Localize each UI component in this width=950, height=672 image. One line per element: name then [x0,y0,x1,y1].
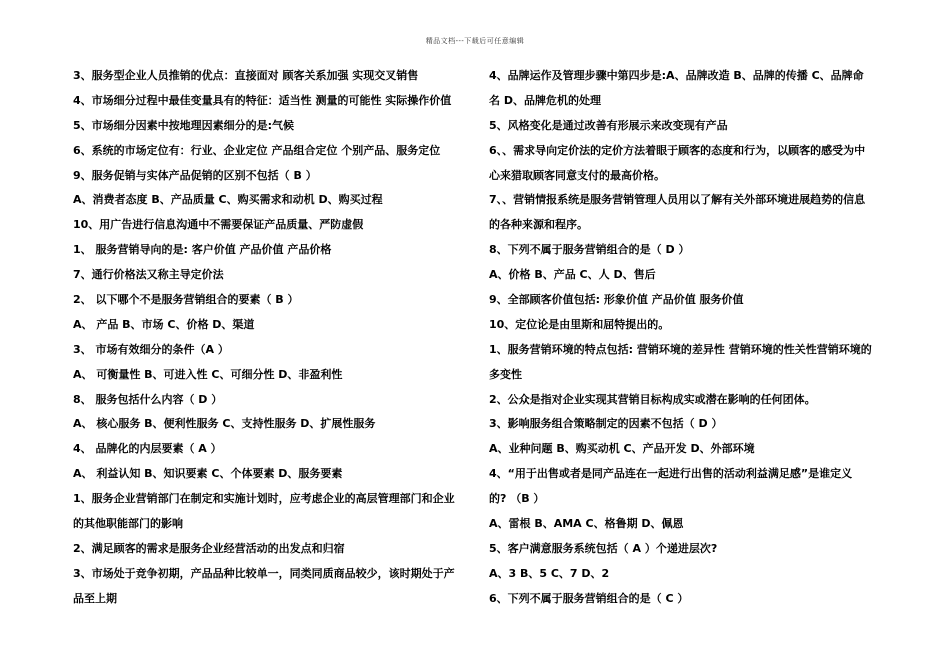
text-line: 的其他职能部门的影响 [73,517,183,531]
text-line: 心来猎取顾客同意支付的最高价格。 [489,168,665,182]
text-line: 7、通行价格法又称主导定价法 [73,268,224,282]
text-line: 多变性 [489,367,522,381]
text-line: 品至上期 [73,591,117,605]
text-line: A、价格 B、产品 C、人 D、售后 [489,268,656,282]
text-line: 6、、需求导向定价法的定价方法着眼于顾客的态度和行为，以顾客的感受为中 [489,143,866,157]
text-line: 6、下列不属于服务营销组合的是（ C ） [489,591,689,605]
text-line: 8、下列不属于服务营销组合的是（ D ） [489,243,690,257]
text-line: 5、客户满意服务系统包括（ A ）个递进层次? [489,541,718,555]
text-line: A、雷根 B、AMA C、格鲁期 D、佩恩 [489,517,684,531]
text-line: 3、服务型企业人员推销的优点：直接面对 顾客关系加强 实现交叉销售 [73,69,419,82]
text-line: 1、 服务营销导向的是: 客户价值 产品价值 产品价格 [73,243,332,257]
right-column [489,64,889,612]
text-line: 10、用广告进行信息沟通中不需要保证产品质量、严防虚假 [73,218,364,232]
text-line: 5、市场细分因素中按地理因素细分的是:气候 [73,118,295,132]
text-line: A、业种问题 B、购买动机 C、产品开发 D、外部环境 [489,442,755,456]
text-line: 5、风格变化是通过改善有形展示来改变现有产品 [489,118,728,132]
text-line: 3、 市场有效细分的条件（A ） [73,342,229,356]
text-line: 2、满足顾客的需求是服务企业经营活动的出发点和归宿 [73,541,345,555]
text-line: 4、 品牌化的内层要素（ A ） [73,442,222,456]
text-line: A、 核心服务 B、便利性服务 C、支持性服务 D、扩展性服务 [73,417,376,431]
text-line: 7、、营销情报系统是服务营销管理人员用以了解有关外部环境进展趋势的信息 [489,193,866,207]
text-line: 3、影响服务组合策略制定的因素不包括（ D ） [489,417,723,431]
text-line: 名 D、品牌危机的处理 [489,93,601,107]
text-line: A、3 B、5 C、7 D、2 [489,566,610,580]
text-line: 2、公众是指对企业实现其营销目标构成实或潜在影响的任何团体。 [489,392,816,406]
text-line: 4、市场细分过程中最佳变量具有的特征：适当性 测量的可能性 实际操作价值 [73,93,452,107]
left-column [73,64,473,612]
text-line: 的各种来源和程序。 [489,218,588,232]
text-line: 2、 以下哪个不是服务营销组合的要素（ B ） [73,293,299,307]
text-line: 8、 服务包括什么内容（ D ） [73,392,223,406]
text-line: A、消费者态度 B、产品质量 C、购买需求和动机 D、购买过程 [73,193,383,207]
text-line: A、 产品 B、市场 C、价格 D、渠道 [73,317,255,331]
text-line: 10、定位论是由里斯和屈特提出的。 [489,317,670,331]
text-line: 3、市场处于竞争初期，产品品种比较单一，同类同质商品较少，该时期处于产 [73,566,455,580]
text-line: 9、服务促销与实体产品促销的区别不包括（ B ） [73,168,317,182]
text-line: 6、系统的市场定位有：行业、企业定位 产品组合定位 个别产品、服务定位 [73,143,441,157]
text-line: 1、服务营销环境的特点包括: 营销环境的差异性 营销环境的性关性营销环境的 [489,342,872,356]
text-line: 4、“用于出售或者是同产品连在一起进行出售的活动利益满足感”是谁定义 [489,467,853,481]
text-line: 的? （B ） [489,492,545,506]
text-line: 9、全部顾客价值包括: 形象价值 产品价值 服务价值 [489,293,744,307]
text-line: 1、服务企业营销部门在制定和实施计划时，应考虑企业的高层管理部门和企业 [73,492,455,506]
text-line: A、 利益认知 B、知识要素 C、个体要素 D、服务要素 [73,467,343,481]
page-header: 精品文档---下载后可任意编辑 [425,37,525,45]
text-line: A、 可衡量性 B、可进入性 C、可细分性 D、非盈利性 [73,367,343,381]
text-line: 4、品牌运作及管理步骤中第四步是:A、品牌改造 B、品牌的传播 C、品牌命 [489,69,864,82]
